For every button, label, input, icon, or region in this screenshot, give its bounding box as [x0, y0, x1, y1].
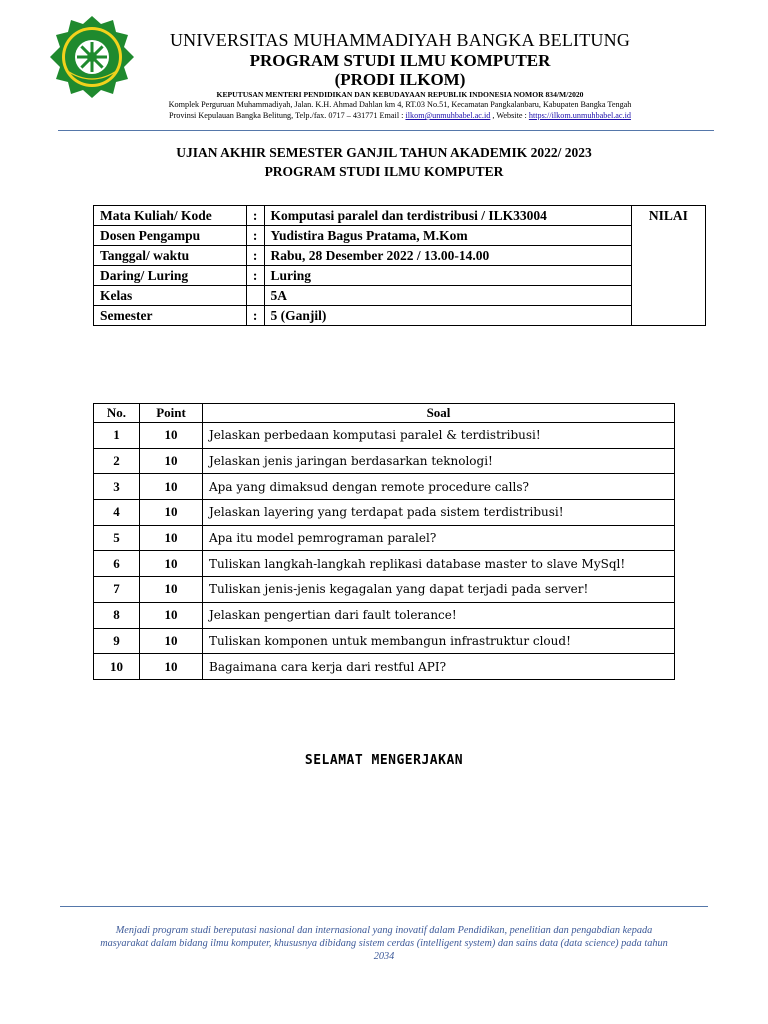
questions-header-row — [94, 404, 675, 423]
question-no: 4 — [94, 500, 140, 526]
info-colon: : — [246, 226, 264, 246]
question-row — [94, 654, 675, 680]
question-no: 1 — [94, 423, 140, 449]
question-text: Jelaskan perbedaan komputasi paralel & terdistribusi! — [203, 423, 675, 449]
info-label: Dosen Pengampu — [94, 226, 247, 246]
question-row — [94, 577, 675, 603]
info-value: Komputasi paralel dan terdistribusi / ILK33004 — [264, 206, 631, 226]
info-label: Kelas — [94, 286, 247, 306]
info-row — [94, 226, 706, 246]
info-row — [94, 206, 706, 226]
question-row — [94, 423, 675, 449]
closing-message: SELAMAT MENGERJAKAN — [304, 753, 464, 768]
question-point: 10 — [140, 423, 203, 449]
question-text: Apa yang dimaksud dengan remote procedure calls? — [203, 474, 675, 500]
info-row — [94, 246, 706, 266]
question-point: 10 — [140, 628, 203, 654]
question-point: 10 — [140, 474, 203, 500]
question-row — [94, 628, 675, 654]
question-no: 9 — [94, 628, 140, 654]
address-line-2 — [100, 111, 700, 120]
question-row — [94, 525, 675, 551]
question-no: 2 — [94, 448, 140, 474]
question-point: 10 — [140, 551, 203, 577]
info-colon: : — [246, 246, 264, 266]
nilai-box: NILAI — [631, 206, 705, 326]
info-colon: : — [246, 266, 264, 286]
question-text: Tuliskan langkah-langkah replikasi database master to slave MySql! — [203, 551, 675, 577]
col-header-soal: Soal — [203, 404, 675, 423]
question-point: 10 — [140, 654, 203, 680]
footer-divider — [60, 906, 708, 907]
question-row — [94, 474, 675, 500]
info-label: Tanggal/ waktu — [94, 246, 247, 266]
col-header-point: Point — [140, 404, 203, 423]
question-point: 10 — [140, 602, 203, 628]
info-colon: : — [246, 306, 264, 326]
info-row — [94, 266, 706, 286]
info-value: 5 (Ganjil) — [264, 306, 631, 326]
question-text: Jelaskan jenis jaringan berdasarkan teknologi! — [203, 448, 675, 474]
info-row — [94, 286, 706, 306]
website-prefix: , Website : — [490, 111, 529, 120]
question-text: Tuliskan jenis-jenis kegagalan yang dapat terjadi pada server! — [203, 577, 675, 603]
questions-table — [93, 403, 675, 680]
question-no: 10 — [94, 654, 140, 680]
question-text: Apa itu model pemrograman paralel? — [203, 525, 675, 551]
exam-info-table — [93, 205, 706, 326]
decree-text: KEPUTUSAN MENTERI PENDIDIKAN DAN KEBUDAYAAN REPUBLIK INDONESIA NOMOR 834/M/2020 — [216, 90, 584, 99]
info-label: Semester — [94, 306, 247, 326]
col-header-no: No. — [94, 404, 140, 423]
question-point: 10 — [140, 525, 203, 551]
email-link[interactable]: ilkom@unmuhbabel.ac.id — [405, 111, 491, 120]
info-value: Yudistira Bagus Pratama, M.Kom — [264, 226, 631, 246]
question-no: 3 — [94, 474, 140, 500]
question-no: 7 — [94, 577, 140, 603]
website-link[interactable]: https://ilkom.unmuhbabel.ac.id — [528, 111, 631, 120]
info-colon: : — [246, 206, 264, 226]
question-row — [94, 448, 675, 474]
info-label: Daring/ Luring — [94, 266, 247, 286]
question-text: Jelaskan pengertian dari fault tolerance! — [203, 602, 675, 628]
info-value: Luring — [264, 266, 631, 286]
info-row — [94, 306, 706, 326]
info-label: Mata Kuliah/ Kode — [94, 206, 247, 226]
question-text: Jelaskan layering yang terdapat pada sistem terdistribusi! — [203, 500, 675, 526]
address-prefix: Provinsi Kepulauan Bangka Belitung, Telp./fax. 0717 – 431771 Email : — [169, 111, 406, 120]
question-text: Tuliskan komponen untuk membangun infrastruktur cloud! — [203, 628, 675, 654]
vision-statement: Menjadi program studi bereputasi nasional dan internasional yang inovatif dalam Pendidikan, penelitian dan pengabdian kepada masyarakat dalam bidang ilmu komputer, khususnya dibidang sistem cerdas (intelligent system) dan sains data (data science) pada tahun 2034 — [100, 925, 668, 962]
info-value: 5A — [264, 286, 631, 306]
question-point: 10 — [140, 577, 203, 603]
question-row — [94, 551, 675, 577]
question-text: Bagaimana cara kerja dari restful API? — [203, 654, 675, 680]
header-divider — [58, 130, 714, 131]
question-row — [94, 602, 675, 628]
prodi-name: (PRODI ILKOM) — [334, 70, 466, 89]
question-row — [94, 500, 675, 526]
info-value: Rabu, 28 Desember 2022 / 13.00-14.00 — [264, 246, 631, 266]
question-point: 10 — [140, 500, 203, 526]
exam-subtitle: PROGRAM STUDI ILMU KOMPUTER — [264, 164, 504, 179]
question-no: 5 — [94, 525, 140, 551]
question-no: 8 — [94, 602, 140, 628]
address-line-1: Komplek Perguruan Muhammadiyah, Jalan. K.H. Ahmad Dahlan km 4, RT.03 No.51, Kecamatan Pangkalanbaru, Kabupaten Bangka Tengah — [168, 100, 632, 109]
university-name: UNIVERSITAS MUHAMMADIYAH BANGKA BELITUNG — [169, 30, 631, 50]
info-colon — [246, 286, 264, 306]
question-no: 6 — [94, 551, 140, 577]
exam-title: UJIAN AKHIR SEMESTER GANJIL TAHUN AKADEMIK 2022/ 2023 — [176, 145, 592, 160]
question-point: 10 — [140, 448, 203, 474]
program-name: PROGRAM STUDI ILMU KOMPUTER — [249, 51, 551, 70]
